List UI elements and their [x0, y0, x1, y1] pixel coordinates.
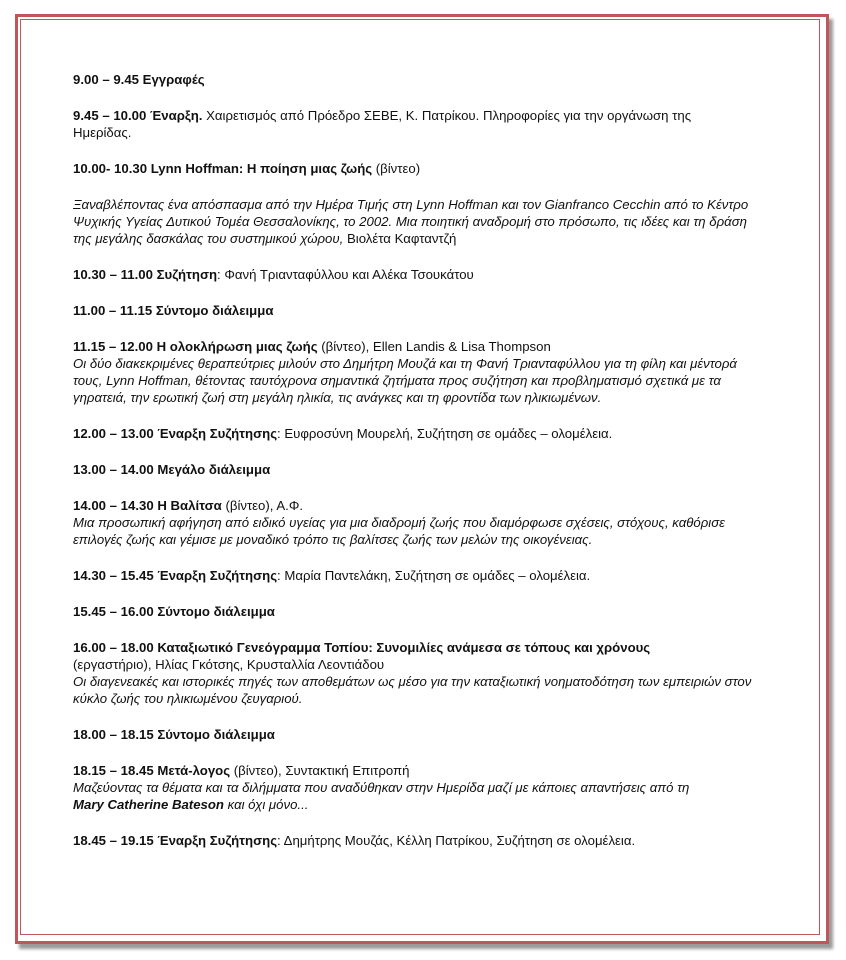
description-text: Οι δύο διακεκριμένες θεραπεύτριες μιλούν στο Δημήτρη Μουζά και τη Φανή Τριανταφύλλου για τη φίλη και μέντορά τους, Lynn Hoffman, θέτοντας ταυτόχρονα σημαντικά ζητήματα προς συζήτηση και προβληματισμό σχετικά με τα γηρατειά, την ερωτική ζωή στη μεγάλη ηλικία, τις ανάγκες και τη φροντίδα των ηλικιωμένων.: [73, 356, 737, 405]
session-time: 9.45 – 10.00: [73, 108, 150, 123]
session-genogram: [73, 639, 753, 656]
session-details-line: [73, 656, 753, 673]
session-discussion-3: [73, 567, 753, 584]
session-description: [73, 673, 753, 707]
description-text-end: και όχι μόνο...: [223, 797, 309, 812]
session-time: 14.00 – 14.30 Η Βαλίτσα: [73, 498, 222, 513]
session-time: 9.00 – 9.45 Εγγραφές: [73, 72, 205, 87]
session-time: 16.00 – 18.00 Καταξιωτικό Γενεόγραμμα Τοπίου: Συνομιλίες ανάμεσα σε τόπους και χρόνους: [73, 640, 651, 655]
description-text: Ξαναβλέποντας ένα απόσπασμα από την Ημέρα Τιμής στη Lynn Hoffman και τον Gianfranco Cecchin από το Κέντρο Ψυχικής Υγείας Δυτικού Τομέα Θεσσαλονίκης, το 2002. Μια ποιητική αναδρομή στο πρόσωπο, τις ιδέες και τη δράση της μεγάλης δασκάλας του συστημικού χώρου,: [73, 197, 749, 246]
session-details: (βίντεο), Ellen Landis & Lisa Thompson: [317, 339, 551, 354]
session-time: 11.15 – 12.00 Η ολοκλήρωση μιας ζωής: [73, 339, 318, 354]
session-details: : Ευφροσύνη Μουρελή, Συζήτηση σε ομάδες – ολομέλεια.: [277, 426, 613, 441]
description-text: Οι διαγενεακές και ιστορικές πηγές των αποθεμάτων ως μέσο για την καταξιωτική νοηματοδότηση των εμπειριών στον κύκλο ζωής του ηλικιωμένου ζευγαριού.: [73, 674, 752, 706]
session-details: (βίντεο): [372, 161, 421, 176]
description-author: Βιολέτα Καφταντζή: [343, 231, 457, 246]
session-discussion-2: [73, 425, 753, 442]
session-opening: [73, 107, 753, 141]
session-suitcase: [73, 497, 753, 514]
session-break-3: [73, 726, 753, 743]
session-description: [73, 196, 753, 247]
session-time: 10.00- 10.30 Lynn Hoffman: Η ποίηση μιας ζωής: [73, 161, 373, 176]
session-time: 12.00 – 13.00 Έναρξη Συζήτησης: [73, 426, 278, 441]
session-time: 15.45 – 16.00 Σύντομο διάλειμμα: [73, 604, 275, 619]
session-details: : Φανή Τριανταφύλλου και Αλέκα Τσουκάτου: [217, 267, 474, 282]
session-time: 11.00 – 11.15 Σύντομο διάλειμμα: [73, 303, 274, 318]
description-text: Μια προσωπική αφήγηση από ειδικό υγείας για μια διαδρομή ζωής που διαμόρφωσε σχέσεις, στόχους, καθόρισε επιλογές ζωής και γέμισε με μοναδικό τρόπο τις βαλίτσες ζωής των μελών της οικογένειας.: [73, 515, 725, 547]
session-time: 18.00 – 18.15 Σύντομο διάλειμμα: [73, 727, 275, 742]
session-lynn-hoffman: [73, 160, 753, 177]
session-break-1: [73, 302, 753, 319]
session-epilogue: [73, 762, 753, 779]
session-time: 10.30 – 11.00 Συζήτηση: [73, 267, 218, 282]
session-registration: [73, 71, 753, 88]
session-details: (βίντεο), Συντακτική Επιτροπή: [230, 763, 410, 778]
session-details: Χαιρετισμός από Πρόεδρο ΣΕΒΕ, Κ. Πατρίκου. Πληροφορίες για την οργάνωση της Ημερίδας.: [73, 108, 692, 140]
session-title: Έναρξη.: [150, 108, 203, 123]
session-completion-of-life: [73, 338, 753, 355]
session-time: 18.45 – 19.15 Έναρξη Συζήτησης: [73, 833, 278, 848]
description-name: Mary Catherine Bateson: [73, 797, 224, 812]
session-description: [73, 355, 753, 406]
session-details: (εργαστήριο), Ηλίας Γκότσης, Κρυσταλλία Λεοντιάδου: [73, 657, 385, 672]
session-description: [73, 779, 753, 813]
session-details: : Μαρία Παντελάκη, Συζήτηση σε ομάδες – ολομέλεια.: [277, 568, 591, 583]
session-time: 18.15 – 18.45 Μετά-λογος: [73, 763, 231, 778]
session-details: (βίντεο), Α.Φ.: [221, 498, 304, 513]
session-time: 14.30 – 15.45 Έναρξη Συζήτησης: [73, 568, 278, 583]
program-content: [73, 71, 753, 849]
description-text: Μαζεύοντας τα θέματα και τα διλήμματα που αναδύθηκαν στην Ημερίδα μαζί με κάποιες απαντήσεις από τη: [73, 780, 690, 795]
session-lunch-break: [73, 461, 753, 478]
session-discussion-final: [73, 832, 753, 849]
session-description: [73, 514, 753, 548]
session-details: : Δημήτρης Μουζάς, Κέλλη Πατρίκου, Συζήτηση σε ολομέλεια.: [277, 833, 636, 848]
session-time: 13.00 – 14.00 Μεγάλο διάλειμμα: [73, 462, 271, 477]
session-discussion-1: [73, 266, 753, 283]
session-break-2: [73, 603, 753, 620]
